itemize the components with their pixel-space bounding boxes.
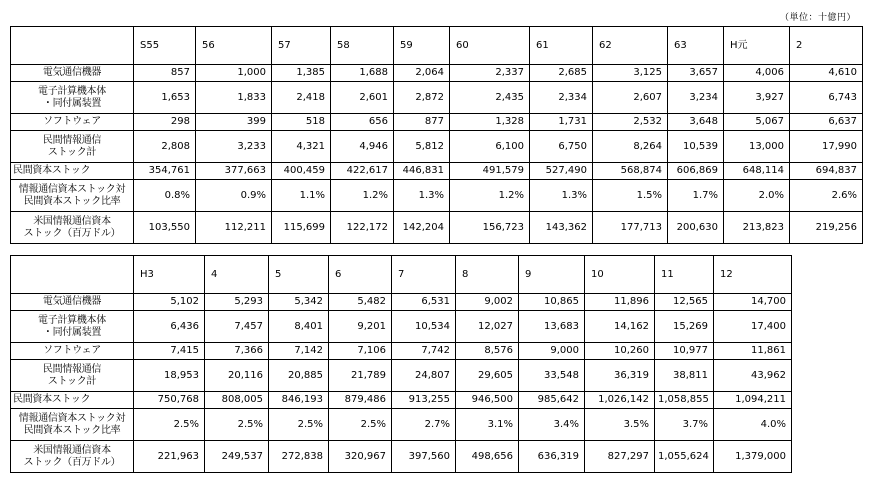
row-label-line: ・同付属装置 xyxy=(42,97,102,109)
table-row xyxy=(11,311,792,343)
year-header: 59 xyxy=(394,27,450,65)
value-cell: 2,064 xyxy=(394,65,450,82)
value-cell: 3,125 xyxy=(593,65,668,82)
table-row xyxy=(11,82,863,114)
value-cell: 1,055,624 xyxy=(655,441,714,473)
row-label xyxy=(11,392,134,409)
value-cell: 143,362 xyxy=(530,212,593,244)
value-cell: 20,885 xyxy=(269,360,329,392)
value-cell: 2.5% xyxy=(134,409,205,441)
value-cell: 21,789 xyxy=(329,360,392,392)
row-label xyxy=(11,360,134,392)
value-cell: 2.5% xyxy=(329,409,392,441)
value-cell: 10,539 xyxy=(668,131,724,163)
value-cell: 1.5% xyxy=(593,180,668,212)
row-label-line: ソフトウェア xyxy=(43,116,101,128)
value-cell: 2,418 xyxy=(272,82,331,114)
value-cell: 636,319 xyxy=(519,441,585,473)
value-cell: 17,990 xyxy=(790,131,863,163)
value-cell: 1,688 xyxy=(331,65,394,82)
value-cell: 4.0% xyxy=(714,409,792,441)
year-header: 9 xyxy=(519,256,585,294)
value-cell: 877 xyxy=(394,114,450,131)
year-header: H3 xyxy=(134,256,205,294)
value-cell: 2,337 xyxy=(450,65,530,82)
value-cell: 9,201 xyxy=(329,311,392,343)
table-row xyxy=(11,163,863,180)
table-row xyxy=(11,409,792,441)
value-cell: 1,328 xyxy=(450,114,530,131)
row-label-line: 情報通信資本ストック対 xyxy=(18,183,126,195)
value-cell: 5,812 xyxy=(394,131,450,163)
value-cell: 3.7% xyxy=(655,409,714,441)
value-cell: 3,927 xyxy=(724,82,790,114)
value-cell: 985,642 xyxy=(519,392,585,409)
value-cell: 5,482 xyxy=(329,294,392,311)
value-cell: 1,058,855 xyxy=(655,392,714,409)
value-cell: 5,102 xyxy=(134,294,205,311)
value-cell: 0.9% xyxy=(196,180,272,212)
unit-label: （単位：十億円） xyxy=(780,13,857,23)
value-cell: 177,713 xyxy=(593,212,668,244)
row-label-line: ・同付属装置 xyxy=(42,326,102,338)
value-cell: 377,663 xyxy=(196,163,272,180)
value-cell: 9,000 xyxy=(519,343,585,360)
value-cell: 1.2% xyxy=(450,180,530,212)
value-cell: 3,234 xyxy=(668,82,724,114)
value-cell: 14,162 xyxy=(585,311,655,343)
stock-table-1 xyxy=(10,26,863,244)
value-cell: 33,548 xyxy=(519,360,585,392)
value-cell: 3,648 xyxy=(668,114,724,131)
year-header: 63 xyxy=(668,27,724,65)
value-cell: 5,067 xyxy=(724,114,790,131)
table-row xyxy=(11,360,792,392)
year-header: 4 xyxy=(205,256,269,294)
value-cell: 10,534 xyxy=(392,311,456,343)
value-cell: 12,565 xyxy=(655,294,714,311)
value-cell: 2,872 xyxy=(394,82,450,114)
value-cell: 1,094,211 xyxy=(714,392,792,409)
row-label-line: ストック計 xyxy=(47,375,97,387)
header-row xyxy=(11,256,792,294)
value-cell: 1.7% xyxy=(668,180,724,212)
year-header: 5 xyxy=(269,256,329,294)
value-cell: 6,100 xyxy=(450,131,530,163)
year-header: 2 xyxy=(790,27,863,65)
value-cell: 122,172 xyxy=(331,212,394,244)
row-label xyxy=(11,294,134,311)
table-row xyxy=(11,180,863,212)
value-cell: 320,967 xyxy=(329,441,392,473)
value-cell: 656 xyxy=(331,114,394,131)
value-cell: 3,233 xyxy=(196,131,272,163)
value-cell: 498,656 xyxy=(456,441,519,473)
value-cell: 648,114 xyxy=(724,163,790,180)
table-row xyxy=(11,131,863,163)
value-cell: 112,211 xyxy=(196,212,272,244)
value-cell: 13,000 xyxy=(724,131,790,163)
value-cell: 750,768 xyxy=(134,392,205,409)
row-label-line: ストック（百万ドル） xyxy=(23,456,121,468)
year-header: 58 xyxy=(331,27,394,65)
value-cell: 4,006 xyxy=(724,65,790,82)
row-label xyxy=(11,311,134,343)
value-cell: 2,435 xyxy=(450,82,530,114)
value-cell: 5,342 xyxy=(269,294,329,311)
year-header: 61 xyxy=(530,27,593,65)
value-cell: 1,026,142 xyxy=(585,392,655,409)
value-cell: 5,293 xyxy=(205,294,269,311)
year-header: 62 xyxy=(593,27,668,65)
value-cell: 857 xyxy=(134,65,196,82)
value-cell: 156,723 xyxy=(450,212,530,244)
value-cell: 10,977 xyxy=(655,343,714,360)
value-cell: 7,142 xyxy=(269,343,329,360)
corner-cell xyxy=(11,256,134,294)
year-header: 10 xyxy=(585,256,655,294)
table-row xyxy=(11,114,863,131)
row-label xyxy=(11,441,134,473)
value-cell: 7,366 xyxy=(205,343,269,360)
value-cell: 3,657 xyxy=(668,65,724,82)
value-cell: 29,605 xyxy=(456,360,519,392)
value-cell: 1,653 xyxy=(134,82,196,114)
value-cell: 527,490 xyxy=(530,163,593,180)
year-header: 60 xyxy=(450,27,530,65)
value-cell: 7,415 xyxy=(134,343,205,360)
value-cell: 36,319 xyxy=(585,360,655,392)
value-cell: 568,874 xyxy=(593,163,668,180)
value-cell: 10,865 xyxy=(519,294,585,311)
value-cell: 6,531 xyxy=(392,294,456,311)
row-label-line: ストック計 xyxy=(47,146,97,158)
value-cell: 15,269 xyxy=(655,311,714,343)
row-label xyxy=(11,114,134,131)
value-cell: 6,637 xyxy=(790,114,863,131)
value-cell: 17,400 xyxy=(714,311,792,343)
value-cell: 2,685 xyxy=(530,65,593,82)
value-cell: 14,700 xyxy=(714,294,792,311)
value-cell: 2.5% xyxy=(269,409,329,441)
value-cell: 213,823 xyxy=(724,212,790,244)
row-label xyxy=(11,163,134,180)
value-cell: 1.3% xyxy=(394,180,450,212)
row-label xyxy=(11,343,134,360)
value-cell: 518 xyxy=(272,114,331,131)
value-cell: 354,761 xyxy=(134,163,196,180)
value-cell: 103,550 xyxy=(134,212,196,244)
table-row xyxy=(11,294,792,311)
value-cell: 1,731 xyxy=(530,114,593,131)
value-cell: 1.2% xyxy=(331,180,394,212)
row-label-line: 情報通信資本ストック対 xyxy=(18,412,126,424)
value-cell: 9,002 xyxy=(456,294,519,311)
value-cell: 18,953 xyxy=(134,360,205,392)
header-row xyxy=(11,27,863,65)
value-cell: 219,256 xyxy=(790,212,863,244)
row-label-line: 民間資本ストック比率 xyxy=(23,424,121,436)
row-label-line: 電子計算機本体 xyxy=(38,314,106,326)
value-cell: 4,321 xyxy=(272,131,331,163)
value-cell: 4,610 xyxy=(790,65,863,82)
value-cell: 2.5% xyxy=(205,409,269,441)
value-cell: 11,861 xyxy=(714,343,792,360)
value-cell: 115,699 xyxy=(272,212,331,244)
row-label-line: 民間資本ストック比率 xyxy=(23,195,121,207)
value-cell: 491,579 xyxy=(450,163,530,180)
row-label xyxy=(11,65,134,82)
value-cell: 272,838 xyxy=(269,441,329,473)
year-header: 7 xyxy=(392,256,456,294)
value-cell: 2,334 xyxy=(530,82,593,114)
value-cell: 221,963 xyxy=(134,441,205,473)
row-label-line: 米国情報通信資本 xyxy=(33,444,111,456)
value-cell: 298 xyxy=(134,114,196,131)
row-label xyxy=(11,82,134,114)
value-cell: 1,000 xyxy=(196,65,272,82)
year-header: 56 xyxy=(196,27,272,65)
value-cell: 6,750 xyxy=(530,131,593,163)
value-cell: 142,204 xyxy=(394,212,450,244)
value-cell: 249,537 xyxy=(205,441,269,473)
stock-table-2 xyxy=(10,255,792,473)
value-cell: 2,808 xyxy=(134,131,196,163)
value-cell: 8,401 xyxy=(269,311,329,343)
year-header: 57 xyxy=(272,27,331,65)
value-cell: 606,869 xyxy=(668,163,724,180)
value-cell: 422,617 xyxy=(331,163,394,180)
value-cell: 6,743 xyxy=(790,82,863,114)
row-label-line: 電気通信機器 xyxy=(42,67,102,79)
value-cell: 879,486 xyxy=(329,392,392,409)
row-label xyxy=(11,131,134,163)
value-cell: 2.7% xyxy=(392,409,456,441)
value-cell: 6,436 xyxy=(134,311,205,343)
value-cell: 7,742 xyxy=(392,343,456,360)
value-cell: 2.0% xyxy=(724,180,790,212)
table-row xyxy=(11,441,792,473)
row-label-line: ソフトウェア xyxy=(43,345,101,357)
row-label-line: 電子計算機本体 xyxy=(38,85,106,97)
value-cell: 11,896 xyxy=(585,294,655,311)
value-cell: 1,385 xyxy=(272,65,331,82)
row-label-line: 電気通信機器 xyxy=(42,296,102,308)
year-header: H元 xyxy=(724,27,790,65)
value-cell: 10,260 xyxy=(585,343,655,360)
value-cell: 913,255 xyxy=(392,392,456,409)
value-cell: 400,459 xyxy=(272,163,331,180)
value-cell: 2,532 xyxy=(593,114,668,131)
value-cell: 399 xyxy=(196,114,272,131)
row-label xyxy=(11,180,134,212)
value-cell: 4,946 xyxy=(331,131,394,163)
value-cell: 1,379,000 xyxy=(714,441,792,473)
value-cell: 397,560 xyxy=(392,441,456,473)
value-cell: 3.4% xyxy=(519,409,585,441)
value-cell: 1,833 xyxy=(196,82,272,114)
table-row xyxy=(11,343,792,360)
table-row xyxy=(11,212,863,244)
year-header: 8 xyxy=(456,256,519,294)
value-cell: 446,831 xyxy=(394,163,450,180)
row-label-line: ストック（百万ドル） xyxy=(23,227,121,239)
value-cell: 827,297 xyxy=(585,441,655,473)
value-cell: 2,601 xyxy=(331,82,394,114)
row-label-line: 民間情報通信 xyxy=(42,363,102,375)
value-cell: 7,106 xyxy=(329,343,392,360)
value-cell: 1.1% xyxy=(272,180,331,212)
value-cell: 12,027 xyxy=(456,311,519,343)
row-label xyxy=(11,212,134,244)
value-cell: 24,807 xyxy=(392,360,456,392)
year-header: S55 xyxy=(134,27,196,65)
value-cell: 38,811 xyxy=(655,360,714,392)
value-cell: 846,193 xyxy=(269,392,329,409)
corner-cell xyxy=(11,27,134,65)
row-label xyxy=(11,409,134,441)
value-cell: 13,683 xyxy=(519,311,585,343)
year-header: 11 xyxy=(655,256,714,294)
row-label-line: 民間情報通信 xyxy=(42,134,102,146)
value-cell: 2.6% xyxy=(790,180,863,212)
value-cell: 3.5% xyxy=(585,409,655,441)
year-header: 12 xyxy=(714,256,792,294)
value-cell: 1.3% xyxy=(530,180,593,212)
value-cell: 946,500 xyxy=(456,392,519,409)
value-cell: 200,630 xyxy=(668,212,724,244)
value-cell: 7,457 xyxy=(205,311,269,343)
value-cell: 8,576 xyxy=(456,343,519,360)
value-cell: 694,837 xyxy=(790,163,863,180)
row-label-line: 米国情報通信資本 xyxy=(33,215,111,227)
table-row xyxy=(11,65,863,82)
value-cell: 3.1% xyxy=(456,409,519,441)
row-label-line: 民間資本ストック xyxy=(13,165,91,177)
value-cell: 8,264 xyxy=(593,131,668,163)
value-cell: 0.8% xyxy=(134,180,196,212)
table-row xyxy=(11,392,792,409)
value-cell: 43,962 xyxy=(714,360,792,392)
year-header: 6 xyxy=(329,256,392,294)
value-cell: 20,116 xyxy=(205,360,269,392)
value-cell: 2,607 xyxy=(593,82,668,114)
row-label-line: 民間資本ストック xyxy=(13,394,91,406)
value-cell: 808,005 xyxy=(205,392,269,409)
